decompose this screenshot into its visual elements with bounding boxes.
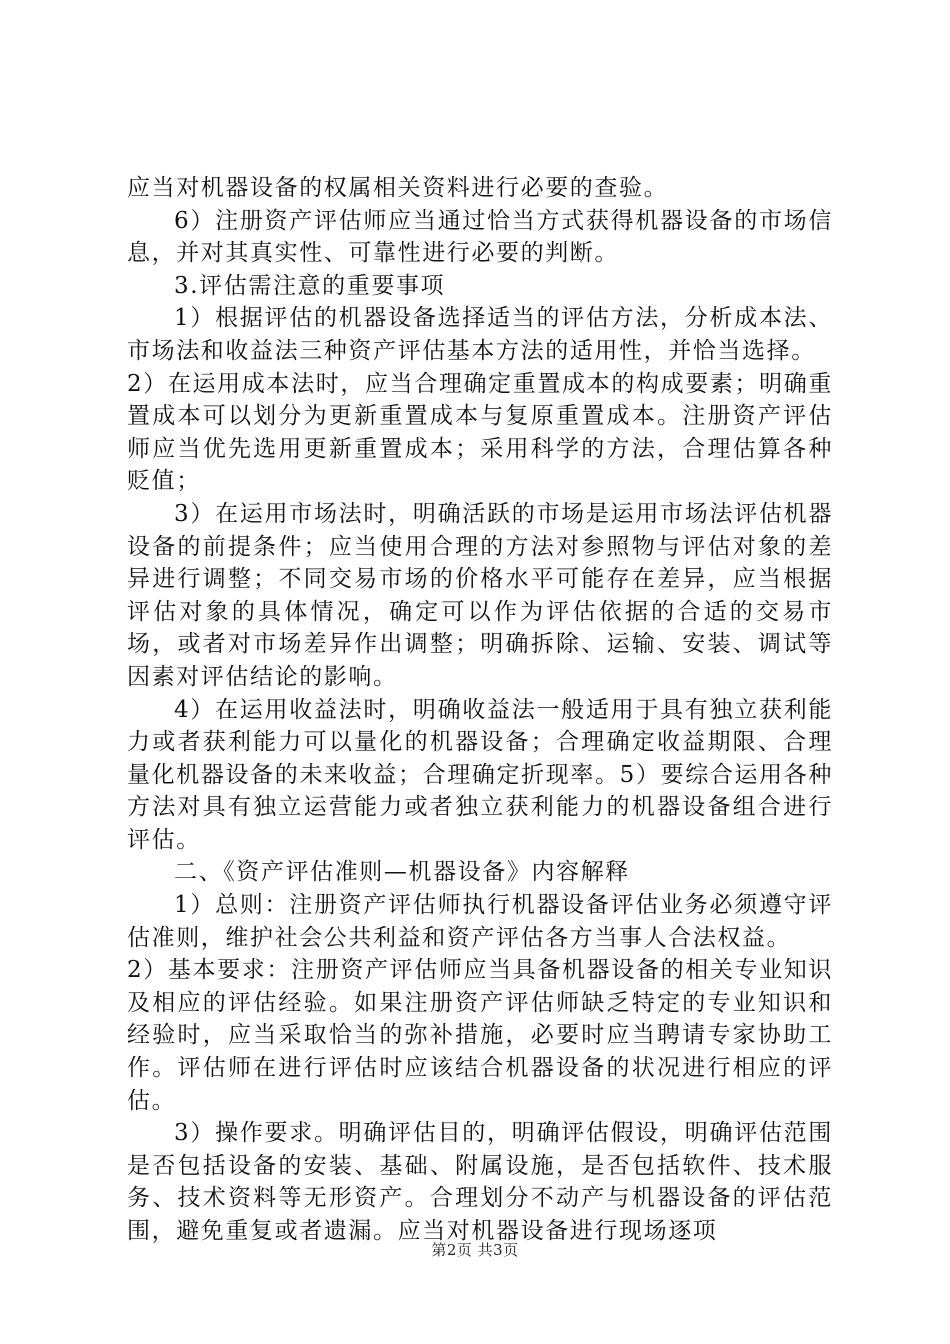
paragraph: 应当对机器设备的权属相关资料进行必要的查验。 [127,175,669,201]
paragraph: 2）基本要求：注册资产评估师应当具备机器设备的相关专业知识及相应的评估经验。如果注册资产评估师缺乏特定的专业知识和经验时，应当采取恰当的弥补措施，必要时应当聘请专家协助工作。评估师在进行评估时应该结合机器设备的状况进行相应的评估。 [127,957,833,1114]
section-heading: 二、《资产评估准则—机器设备》内容解释 [174,859,630,886]
document-body [127,172,833,1248]
section-heading: 3.评估需注意的重要事项 [174,272,446,299]
paragraph: 1）根据评估的机器设备选择适当的评估方法，分析成本法、市场法和收益法三种资产评估基本方法的适用性，并恰当选择。 [127,305,833,364]
paragraph: 1）总则：注册资产评估师执行机器设备评估业务必须遵守评估准则，维护社会公共利益和资产评估各方当事人合法权益。 [127,892,833,951]
paragraph: 3）在运用市场法时，明确活跃的市场是运用市场法评估机器设备的前提条件；应当使用合理的方法对参照物与评估对象的差异进行调整；不同交易市场的价格水平可能存在差异，应当根据评估对象的具体情况，确定可以作为评估依据的合适的交易市场，或者对市场差异作出调整；明确拆除、运输、安装、调试等因素对评估结论的影响。 [127,500,833,690]
paragraph: 4）在运用收益法时，明确收益法一般适用于具有独立获利能力或者获利能力可以量化的机器设备；合理确定收益期限、合理量化机器设备的未来收益；合理确定折现率。5）要综合运用各种方法对具有独立运营能力或者独立获利能力的机器设备组合进行评估。 [127,696,833,853]
paragraph: 6）注册资产评估师应当通过恰当方式获得机器设备的市场信息，并对其真实性、可靠性进行必要的判断。 [127,207,833,267]
page-number-footer: 第2页 共3页 [431,1241,519,1259]
paragraph: 3）操作要求。明确评估目的，明确评估假设，明确评估范围是否包括设备的安装、基础、附属设施，是否包括软件、技术服务、技术资料等无形资产。合理划分不动产与机器设备的评估范围，避免重复或者遗漏。应当对机器设备进行现场逐项 [127,1120,833,1244]
paragraph: 2）在运用成本法时，应当合理确定重置成本的构成要素；明确重置成本可以划分为更新重置成本与复原重置成本。注册资产评估师应当优先选用更新重置成本；采用科学的方法，合理估算各种贬值； [127,370,833,495]
